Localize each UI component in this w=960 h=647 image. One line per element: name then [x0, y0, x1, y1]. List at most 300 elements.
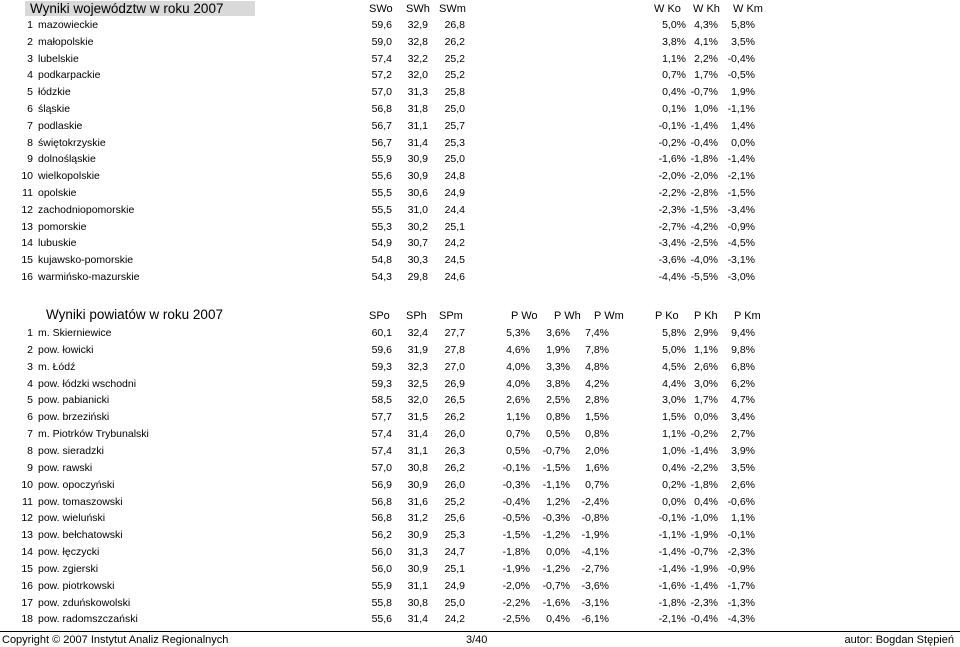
pow-rank: 3: [27, 360, 33, 373]
voiv-name: lubuskie: [38, 237, 77, 250]
pow-value: 4,0%: [506, 360, 530, 373]
pow-value: 0,4%: [662, 461, 686, 474]
pow-value: 3,8%: [546, 377, 570, 390]
voiv-value: 30,9: [407, 153, 428, 166]
voiv-value: -2,7%: [658, 220, 686, 233]
pow-value: 32,0: [407, 394, 428, 407]
voiv-name: małopolskie: [38, 35, 94, 48]
voiv-header-0: SWo: [369, 3, 393, 15]
pow-value: 31,4: [407, 428, 428, 441]
pow-value: 0,0%: [662, 495, 686, 508]
pow-value: 3,6%: [546, 327, 570, 339]
pow-value: 0,7%: [506, 428, 530, 441]
pow-value: 27,7: [444, 327, 465, 339]
voiv-rank: 2: [27, 35, 33, 48]
pow-rank: 17: [21, 596, 33, 609]
voiv-value: 56,7: [371, 136, 392, 149]
pow-rank: 11: [22, 495, 33, 508]
pow-name: pow. sieradzki: [38, 444, 104, 457]
pow-value: 25,3: [444, 529, 465, 542]
pow-name: pow. piotrkowski: [38, 579, 115, 592]
voiv-value: 55,5: [371, 203, 392, 216]
pow-value: 3,9%: [731, 444, 755, 457]
pow-value: 5,8%: [662, 327, 686, 339]
pow-value: -1,6%: [542, 596, 570, 609]
voiv-value: 24,4: [444, 203, 465, 216]
voiv-value: -3,4%: [658, 237, 686, 250]
voiv-value: 30,6: [407, 187, 428, 199]
pow-value: -0,2%: [690, 428, 718, 441]
pow-name: m. Skierniewice: [38, 327, 112, 339]
voiv-value: 24,8: [444, 170, 465, 183]
pow-value: 0,0%: [694, 411, 718, 424]
pow-value: 3,3%: [546, 360, 570, 373]
pow-value: 57,4: [371, 444, 392, 457]
voiv-name: łódzkie: [38, 86, 71, 99]
voiv-rank: 3: [27, 52, 33, 65]
voiv-value: 25,0: [444, 103, 465, 115]
voiv-value: 24,5: [444, 254, 465, 267]
pow-value: 57,4: [371, 428, 392, 441]
voiv-rank: 7: [27, 119, 33, 132]
voiv-value: -4,4%: [658, 271, 686, 283]
voiv-value: 25,2: [444, 69, 465, 82]
voiv-value: 25,3: [444, 136, 465, 149]
pow-rank: 12: [21, 512, 33, 525]
voiv-header-3: W Ko: [654, 3, 681, 15]
pow-value: -6,1%: [581, 613, 609, 626]
pow-value: 1,5%: [662, 411, 686, 424]
voiv-rank: 9: [27, 153, 33, 166]
voiv-value: 24,9: [444, 187, 465, 199]
pow-value: 30,9: [407, 478, 428, 491]
voiv-value: 57,2: [371, 69, 392, 82]
pow-value: 2,6%: [694, 360, 718, 373]
voiv-value: 1,0%: [694, 103, 718, 115]
pow-name: pow. brzeziński: [38, 411, 110, 424]
pow-value: 27,0: [444, 360, 465, 373]
pow-value: -0,9%: [727, 562, 755, 575]
pow-value: -1,8%: [690, 478, 718, 491]
voiv-value: 31,0: [407, 203, 428, 216]
voiv-value: -2,5%: [690, 237, 718, 250]
voiv-value: 32,9: [407, 19, 428, 31]
voiv-value: 1,4%: [731, 119, 755, 132]
voiv-value: -1,4%: [690, 119, 718, 132]
pow-value: 59,3: [371, 377, 392, 390]
pow-rank: 8: [27, 444, 33, 457]
pow-value: 26,0: [444, 428, 465, 441]
voiv-value: -0,4%: [727, 52, 755, 65]
voiv-value: 25,8: [444, 86, 465, 99]
pow-value: 58,5: [371, 394, 392, 407]
voiv-name: śląskie: [38, 103, 71, 115]
pow-value: -1,1%: [542, 478, 570, 491]
pow-value: 4,8%: [585, 360, 609, 373]
voiv-value: 5,8%: [731, 19, 755, 31]
voiv-value: 55,5: [371, 187, 392, 199]
voiv-rank: 14: [21, 237, 33, 250]
pow-value: -1,4%: [658, 546, 686, 559]
voiv-rank: 12: [21, 203, 33, 216]
pow-value: 0,5%: [506, 444, 530, 457]
pow-value: 3,0%: [694, 377, 718, 390]
voiv-value: 4,1%: [694, 35, 718, 48]
pow-header-4: P Wh: [554, 310, 581, 322]
pow-value: -1,1%: [658, 529, 686, 542]
pow-value: 55,8: [371, 596, 392, 609]
pow-value: -1,2%: [542, 562, 570, 575]
voiv-value: 3,8%: [662, 35, 686, 48]
voiv-value: 25,1: [444, 220, 465, 233]
voiv-header-1: SWh: [406, 3, 430, 15]
pow-value: 6,2%: [731, 377, 755, 390]
voiv-rank: 13: [21, 220, 33, 233]
pow-value: 56,0: [371, 546, 392, 559]
pow-value: -0,3%: [542, 512, 570, 525]
pow-value: 30,8: [407, 461, 428, 474]
voiv-name: warmińsko-mazurskie: [38, 271, 140, 283]
pow-value: 31,9: [407, 343, 428, 356]
pow-value: -0,7%: [690, 546, 718, 559]
voiv-value: 30,3: [407, 254, 428, 267]
voiv-value: 57,4: [371, 52, 392, 65]
pow-value: -0,7%: [542, 579, 570, 592]
pow-value: -2,0%: [502, 579, 530, 592]
pow-value: 32,4: [407, 327, 428, 339]
pow-value: 1,5%: [585, 411, 609, 424]
voiv-value: 4,3%: [694, 19, 718, 31]
pow-value: 2,7%: [731, 428, 755, 441]
pow-value: -1,4%: [690, 444, 718, 457]
pow-value: 6,8%: [731, 360, 755, 373]
pow-value: -4,1%: [581, 546, 609, 559]
voiv-rank: 6: [27, 103, 33, 115]
pow-name: pow. łowicki: [38, 343, 94, 356]
pow-value: 1,0%: [662, 444, 686, 457]
pow-value: 0,0%: [546, 546, 570, 559]
pow-value: -1,4%: [658, 562, 686, 575]
voiv-value: 1,9%: [731, 86, 755, 99]
pow-value: 26,3: [444, 444, 465, 457]
pow-value: 4,4%: [662, 377, 686, 390]
voiv-value: 1,1%: [662, 52, 686, 65]
footer-page-number: 3/40: [466, 634, 488, 646]
voiv-name: mazowieckie: [38, 19, 99, 31]
pow-value: 25,0: [444, 596, 465, 609]
pow-name: pow. opoczyński: [38, 478, 115, 491]
pow-value: 31,2: [407, 512, 428, 525]
pow-value: -4,3%: [727, 613, 755, 626]
pow-header-1: SPh: [406, 310, 427, 322]
pow-value: -1,9%: [690, 562, 718, 575]
pow-value: 56,0: [371, 562, 392, 575]
pow-header-2: SPm: [439, 310, 463, 322]
voiv-value: 32,0: [407, 69, 428, 82]
pow-header-0: SPo: [369, 310, 390, 322]
voiv-value: 0,4%: [662, 86, 686, 99]
pow-rank: 1: [27, 327, 33, 339]
voiv-value: -5,5%: [690, 271, 718, 283]
pow-value: -0,7%: [542, 444, 570, 457]
voiv-value: -2,3%: [658, 203, 686, 216]
pow-value: 31,1: [407, 444, 428, 457]
pow-value: 26,0: [444, 478, 465, 491]
pow-value: -1,5%: [542, 461, 570, 474]
pow-name: pow. tomaszowski: [38, 495, 123, 508]
pow-rank: 7: [27, 428, 33, 441]
pow-value: -1,8%: [658, 596, 686, 609]
voiv-name: zachodniopomorskie: [38, 203, 135, 216]
voiv-value: -3,0%: [727, 271, 755, 283]
voiv-value: 25,2: [444, 52, 465, 65]
pow-header-3: P Wo: [511, 310, 538, 322]
pow-value: 56,2: [371, 529, 392, 542]
pow-value: 9,8%: [731, 343, 755, 356]
pow-value: 25,1: [444, 562, 465, 575]
voiv-value: 32,8: [407, 35, 428, 48]
voiv-value: 31,8: [407, 103, 428, 115]
pow-value: -1,2%: [542, 529, 570, 542]
pow-name: m. Piotrków Trybunalski: [38, 428, 149, 441]
voiv-value: -0,1%: [658, 119, 686, 132]
pow-value: -1,4%: [690, 579, 718, 592]
pow-value: -0,1%: [502, 461, 530, 474]
pow-rank: 9: [27, 461, 33, 474]
voiv-value: 31,1: [407, 119, 428, 132]
pow-value: 1,9%: [546, 343, 570, 356]
pow-value: 7,8%: [585, 343, 609, 356]
pow-value: 5,3%: [506, 327, 530, 339]
pow-value: 32,3: [407, 360, 428, 373]
pow-table-title: Wyniki powiatów w roku 2007: [46, 307, 223, 322]
pow-rank: 18: [21, 613, 33, 626]
voiv-name: lubelskie: [38, 52, 79, 65]
pow-value: 25,6: [444, 512, 465, 525]
pow-value: 24,7: [444, 546, 465, 559]
voiv-value: 54,3: [371, 271, 392, 283]
pow-value: 55,6: [371, 613, 392, 626]
pow-name: pow. łódzki wschodni: [38, 377, 137, 390]
pow-value: 27,8: [444, 343, 465, 356]
voiv-value: -4,0%: [690, 254, 718, 267]
pow-name: pow. pabianicki: [38, 394, 110, 407]
pow-value: 4,6%: [506, 343, 530, 356]
pow-header-5: P Wm: [594, 310, 624, 322]
voiv-rank: 15: [21, 254, 33, 267]
pow-value: 1,1%: [694, 343, 718, 356]
voiv-rank: 10: [21, 170, 33, 183]
voiv-header-4: W Kh: [693, 3, 720, 15]
voiv-name: pomorskie: [38, 220, 87, 233]
voiv-name: świętokrzyskie: [38, 136, 106, 149]
voiv-rank: 8: [27, 136, 33, 149]
voiv-value: -0,5%: [727, 69, 755, 82]
pow-value: 1,1%: [731, 512, 755, 525]
pow-name: pow. wieluński: [38, 512, 106, 525]
voiv-value: 55,3: [371, 220, 392, 233]
pow-value: -0,5%: [502, 512, 530, 525]
voiv-value: 25,7: [444, 119, 465, 132]
voiv-value: 0,1%: [662, 103, 686, 115]
pow-value: -0,1%: [727, 529, 755, 542]
voiv-value: 32,2: [407, 52, 428, 65]
voiv-value: 29,8: [407, 271, 428, 283]
pow-value: -1,3%: [727, 596, 755, 609]
voiv-value: 30,7: [407, 237, 428, 250]
pow-header-7: P Kh: [694, 310, 718, 322]
pow-value: 30,9: [407, 562, 428, 575]
pow-value: 4,2%: [585, 377, 609, 390]
pow-rank: 13: [21, 529, 33, 542]
voiv-value: -0,9%: [727, 220, 755, 233]
pow-value: 57,7: [371, 411, 392, 424]
voiv-value: 30,9: [407, 170, 428, 183]
pow-value: 4,5%: [662, 360, 686, 373]
pow-value: -0,3%: [502, 478, 530, 491]
pow-value: 26,5: [444, 394, 465, 407]
pow-value: -0,4%: [690, 613, 718, 626]
pow-value: 2,5%: [546, 394, 570, 407]
voiv-value: -1,5%: [727, 187, 755, 199]
voiv-name: kujawsko-pomorskie: [38, 254, 134, 267]
pow-value: 26,9: [444, 377, 465, 390]
pow-value: -1,0%: [690, 512, 718, 525]
voiv-value: 59,6: [371, 19, 392, 31]
pow-rank: 6: [27, 411, 33, 424]
voiv-value: 0,0%: [731, 136, 755, 149]
voiv-value: 30,2: [407, 220, 428, 233]
pow-value: 31,6: [407, 495, 428, 508]
pow-value: -2,7%: [581, 562, 609, 575]
voiv-name: opolskie: [38, 187, 77, 199]
voiv-value: -0,7%: [690, 86, 718, 99]
voiv-rank: 4: [27, 69, 33, 82]
pow-value: 1,1%: [662, 428, 686, 441]
pow-value: 55,9: [371, 579, 392, 592]
voiv-value: 55,6: [371, 170, 392, 183]
voiv-value: -2,0%: [690, 170, 718, 183]
voiv-value: -3,4%: [727, 203, 755, 216]
pow-value: -2,1%: [658, 613, 686, 626]
voiv-value: -2,1%: [727, 170, 755, 183]
pow-value: -1,7%: [727, 579, 755, 592]
voiv-value: -4,5%: [727, 237, 755, 250]
pow-value: 59,3: [371, 360, 392, 373]
pow-name: pow. rawski: [38, 461, 93, 474]
voiv-value: 24,2: [444, 237, 465, 250]
voiv-value: 54,9: [371, 237, 392, 250]
pow-value: 0,4%: [546, 613, 570, 626]
pow-value: 0,5%: [546, 428, 570, 441]
pow-value: -3,6%: [581, 579, 609, 592]
voiv-value: -1,8%: [690, 153, 718, 166]
pow-value: 24,2: [444, 613, 465, 626]
pow-rank: 5: [27, 394, 33, 407]
voiv-name: dolnośląskie: [38, 153, 96, 166]
pow-value: -0,1%: [658, 512, 686, 525]
voiv-value: 26,8: [444, 19, 465, 31]
pow-value: 57,0: [371, 461, 392, 474]
pow-value: -0,4%: [502, 495, 530, 508]
pow-value: 56,8: [371, 495, 392, 508]
pow-value: 31,5: [407, 411, 428, 424]
pow-value: 1,1%: [506, 411, 530, 424]
pow-value: -1,9%: [502, 562, 530, 575]
voiv-header-2: SWm: [439, 3, 466, 15]
voiv-value: -3,1%: [727, 254, 755, 267]
pow-value: 3,0%: [662, 394, 686, 407]
voiv-value: 56,8: [371, 103, 392, 115]
pow-value: 31,4: [407, 613, 428, 626]
pow-value: 7,4%: [585, 327, 609, 339]
pow-value: 31,3: [407, 546, 428, 559]
pow-value: 9,4%: [731, 327, 755, 339]
voiv-name: podkarpackie: [38, 69, 101, 82]
pow-value: 31,1: [407, 579, 428, 592]
pow-value: 4,7%: [731, 394, 755, 407]
pow-value: 1,2%: [546, 495, 570, 508]
pow-value: 56,9: [371, 478, 392, 491]
pow-value: 0,7%: [585, 478, 609, 491]
footer-copyright: Copyright © 2007 Instytut Analiz Regionalnych: [2, 634, 229, 646]
pow-name: pow. zduńskowolski: [38, 596, 131, 609]
voiv-value: -2,2%: [658, 187, 686, 199]
voiv-value: -0,2%: [658, 136, 686, 149]
pow-value: 2,6%: [731, 478, 755, 491]
voiv-value: 26,2: [444, 35, 465, 48]
pow-value: 3,4%: [731, 411, 755, 424]
pow-rank: 15: [21, 562, 33, 575]
pow-name: m. Łódź: [38, 360, 76, 373]
voiv-rank: 1: [27, 19, 33, 31]
pow-value: 26,2: [444, 411, 465, 424]
voiv-value: 31,4: [407, 136, 428, 149]
voiv-rank: 5: [27, 86, 33, 99]
pow-value: -0,8%: [581, 512, 609, 525]
pow-value: 2,9%: [694, 327, 718, 339]
voiv-value: 24,6: [444, 271, 465, 283]
pow-value: -1,9%: [690, 529, 718, 542]
pow-value: -1,9%: [581, 529, 609, 542]
pow-value: 25,2: [444, 495, 465, 508]
voiv-header-5: W Km: [733, 3, 763, 15]
voiv-table-title: Wyniki województw w roku 2007: [30, 1, 224, 16]
voiv-value: 55,9: [371, 153, 392, 166]
pow-value: -2,3%: [690, 596, 718, 609]
voiv-value: -1,1%: [727, 103, 755, 115]
pow-value: -2,3%: [727, 546, 755, 559]
pow-rank: 10: [21, 478, 33, 491]
pow-value: -3,1%: [581, 596, 609, 609]
pow-value: -2,5%: [502, 613, 530, 626]
pow-name: pow. zgierski: [38, 562, 99, 575]
voiv-value: 59,0: [371, 35, 392, 48]
pow-value: 24,9: [444, 579, 465, 592]
pow-value: 0,8%: [546, 411, 570, 424]
voiv-value: -2,0%: [658, 170, 686, 183]
pow-value: 1,6%: [585, 461, 609, 474]
voiv-value: -0,4%: [690, 136, 718, 149]
voiv-value: 56,7: [371, 119, 392, 132]
voiv-value: -4,2%: [690, 220, 718, 233]
footer-divider: [0, 631, 960, 632]
pow-value: 30,8: [407, 596, 428, 609]
voiv-value: 1,7%: [694, 69, 718, 82]
voiv-value: 0,7%: [662, 69, 686, 82]
pow-rank: 2: [27, 343, 33, 356]
voiv-value: 2,2%: [694, 52, 718, 65]
